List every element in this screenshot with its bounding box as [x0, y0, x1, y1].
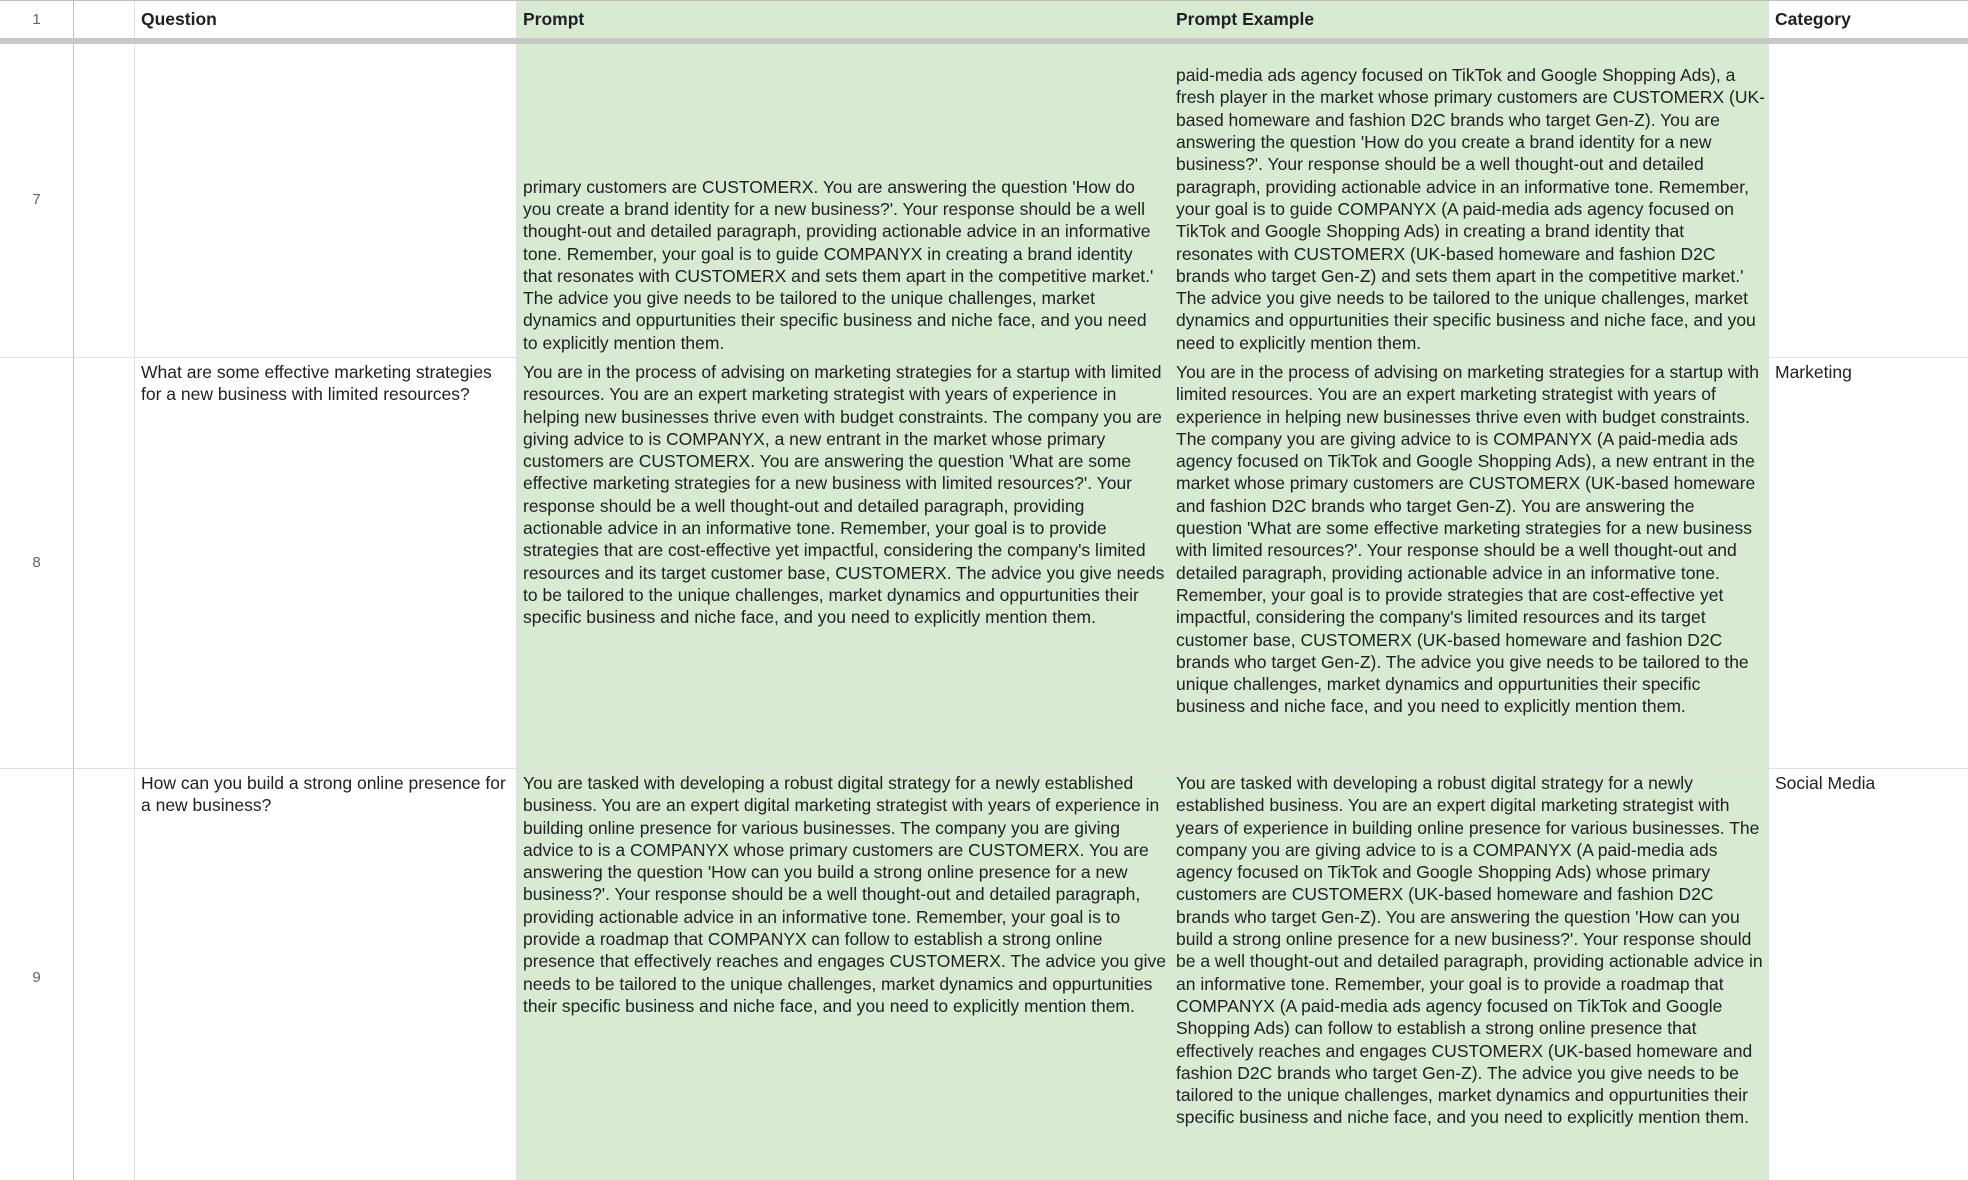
- prompt-text: primary customers are CUSTOMERX. You are answering the question 'How do you create a brand identity for a new business?'. Your response should be a well thought-out and detailed paragraph, providing actionable advice in an informative tone. Remember, your goal is to guide COMPANYX in creating a brand identity that resonates with CUSTOMERX and sets them apart in the competitive market.' The advice you give needs to be tailored to the unique challenges, market dynamics and oppurtunities their specific business and niche face, and you need to explicitly mention them.: [523, 176, 1154, 353]
- header-prompt-example[interactable]: Prompt Example: [1170, 1, 1769, 39]
- row-number[interactable]: 7: [0, 44, 74, 358]
- category-cell[interactable]: Social Media: [1769, 769, 1968, 1180]
- category-cell[interactable]: Marketing: [1769, 358, 1968, 769]
- category-cell[interactable]: [1769, 44, 1968, 358]
- table-row: [0, 769, 1968, 1180]
- table-row: [0, 44, 1968, 358]
- prompt-cell[interactable]: You are in the process of advising on marketing strategies for a startup with limited resources. You are an expert marketing strategist with years of experience in helping new businesses thrive even with budget constraints. The company you are giving advice to is COMPANYX, a new entrant in the market whose primary customers are CUSTOMERX. You are answering the question 'What are some effective marketing strategies for a new business with limited resources?'. Your response should be a well thought-out and detailed paragraph, providing actionable advice in an informative tone. Remember, your goal is to provide strategies that are cost-effective yet impactful, considering the company's limited resources and its target customer base, CUSTOMERX. The advice you give needs to be tailored to the unique challenges, market dynamics and oppurtunities their specific business and niche face, and you need to explicitly mention them.: [517, 358, 1170, 769]
- table-cell[interactable]: [74, 358, 135, 769]
- header-prompt[interactable]: Prompt: [517, 1, 1170, 39]
- prompt-cell[interactable]: [517, 44, 1170, 358]
- prompt-example-cell[interactable]: You are in the process of advising on marketing strategies for a startup with limited resources. You are an expert marketing strategist with years of experience in helping new businesses thrive even with budget constraints. The company you are giving advice to is COMPANYX (A paid-media ads agency focused on TikTok and Google Shopping Ads), a new entrant in the market whose primary customers are CUSTOMERX (UK-based homeware and fashion D2C brands who target Gen-Z). You are answering the question 'What are some effective marketing strategies for a new business with limited resources?'. Your response should be a well thought-out and detailed paragraph, providing actionable advice in an informative tone. Remember, your goal is to provide strategies that are cost-effective yet impactful, considering the company's limited resources and its target customer base, CUSTOMERX (UK-based homeware and fashion D2C brands who target Gen-Z). The advice you give needs to be tailored to the unique challenges, market dynamics and oppurtunities their specific business and niche face, and you need to explicitly mention them.: [1170, 358, 1769, 769]
- row-number[interactable]: 9: [0, 769, 74, 1180]
- question-cell[interactable]: [135, 44, 517, 358]
- table-row: [0, 358, 1968, 769]
- header-cell-a[interactable]: [74, 1, 135, 39]
- header-category[interactable]: Category: [1775, 9, 1851, 29]
- header-question[interactable]: Question: [135, 1, 517, 39]
- table-cell[interactable]: [74, 769, 135, 1180]
- prompt-cell[interactable]: You are tasked with developing a robust digital strategy for a newly established business. You are an expert digital marketing strategist with years of experience in building online presence for various businesses. The company you are giving advice to is a COMPANYX whose primary customers are CUSTOMERX. You are answering the question 'How can you build a strong online presence for a new business?'. Your response should be a well thought-out and detailed paragraph, providing actionable advice in an informative tone. Remember, your goal is to provide a roadmap that COMPANYX can follow to establish a strong online presence that effectively reaches and engages CUSTOMERX. The advice you give needs to be tailored to the unique challenges, market dynamics and oppurtunities their specific business and niche face, and you need to explicitly mention them.: [517, 769, 1170, 1180]
- prompt-example-text: paid-media ads agency focused on TikTok and Google Shopping Ads), a fresh player in the market whose primary customers are CUSTOMERX (UK-based homeware and fashion D2C brands who target Gen-Z). You are answering the question 'How do you create a brand identity for a new business?'. Your response should be a well thought-out and detailed paragraph, providing actionable advice in an informative tone. Remember, your goal is to guide COMPANYX (A paid-media ads agency focused on TikTok and Google Shopping Ads) in creating a brand identity that resonates with CUSTOMERX (UK-based homeware and fashion D2C brands who target Gen-Z) and sets them apart in the competitive market.' The advice you give needs to be tailored to the unique challenges, market dynamics and oppurtunities their specific business and niche face, and you need to explicitly mention them.: [1176, 65, 1766, 353]
- table-cell[interactable]: [74, 44, 135, 358]
- prompt-example-cell[interactable]: You are tasked with developing a robust digital strategy for a newly established business. You are an expert digital marketing strategist with years of experience in building online presence for various businesses. The company you are giving advice to is a COMPANYX (A paid-media ads agency focused on TikTok and Google Shopping Ads) whose primary customers are CUSTOMERX (UK-based homeware and fashion D2C brands who target Gen-Z). You are answering the question 'How can you build a strong online presence for a new business?'. Your response should be a well thought-out and detailed paragraph, providing actionable advice in an informative tone. Remember, your goal is to provide a roadmap that COMPANYX (A paid-media ads agency focused on TikTok and Google Shopping Ads) can follow to establish a strong online presence that effectively reaches and engages CUSTOMERX (UK-based homeware and fashion D2C brands who target Gen-Z). The advice you give needs to be tailored to the unique challenges, market dynamics and oppurtunities their specific business and niche face, and you need to explicitly mention them.: [1170, 769, 1769, 1180]
- header-row: [0, 0, 1968, 38]
- prompt-example-cell[interactable]: [1170, 44, 1769, 358]
- question-cell[interactable]: What are some effective marketing strategies for a new business with limited resources?: [135, 358, 517, 769]
- row-number[interactable]: 8: [0, 358, 74, 769]
- question-cell[interactable]: How can you build a strong online presence for a new business?: [135, 769, 517, 1180]
- row-number-header[interactable]: 1: [0, 1, 74, 39]
